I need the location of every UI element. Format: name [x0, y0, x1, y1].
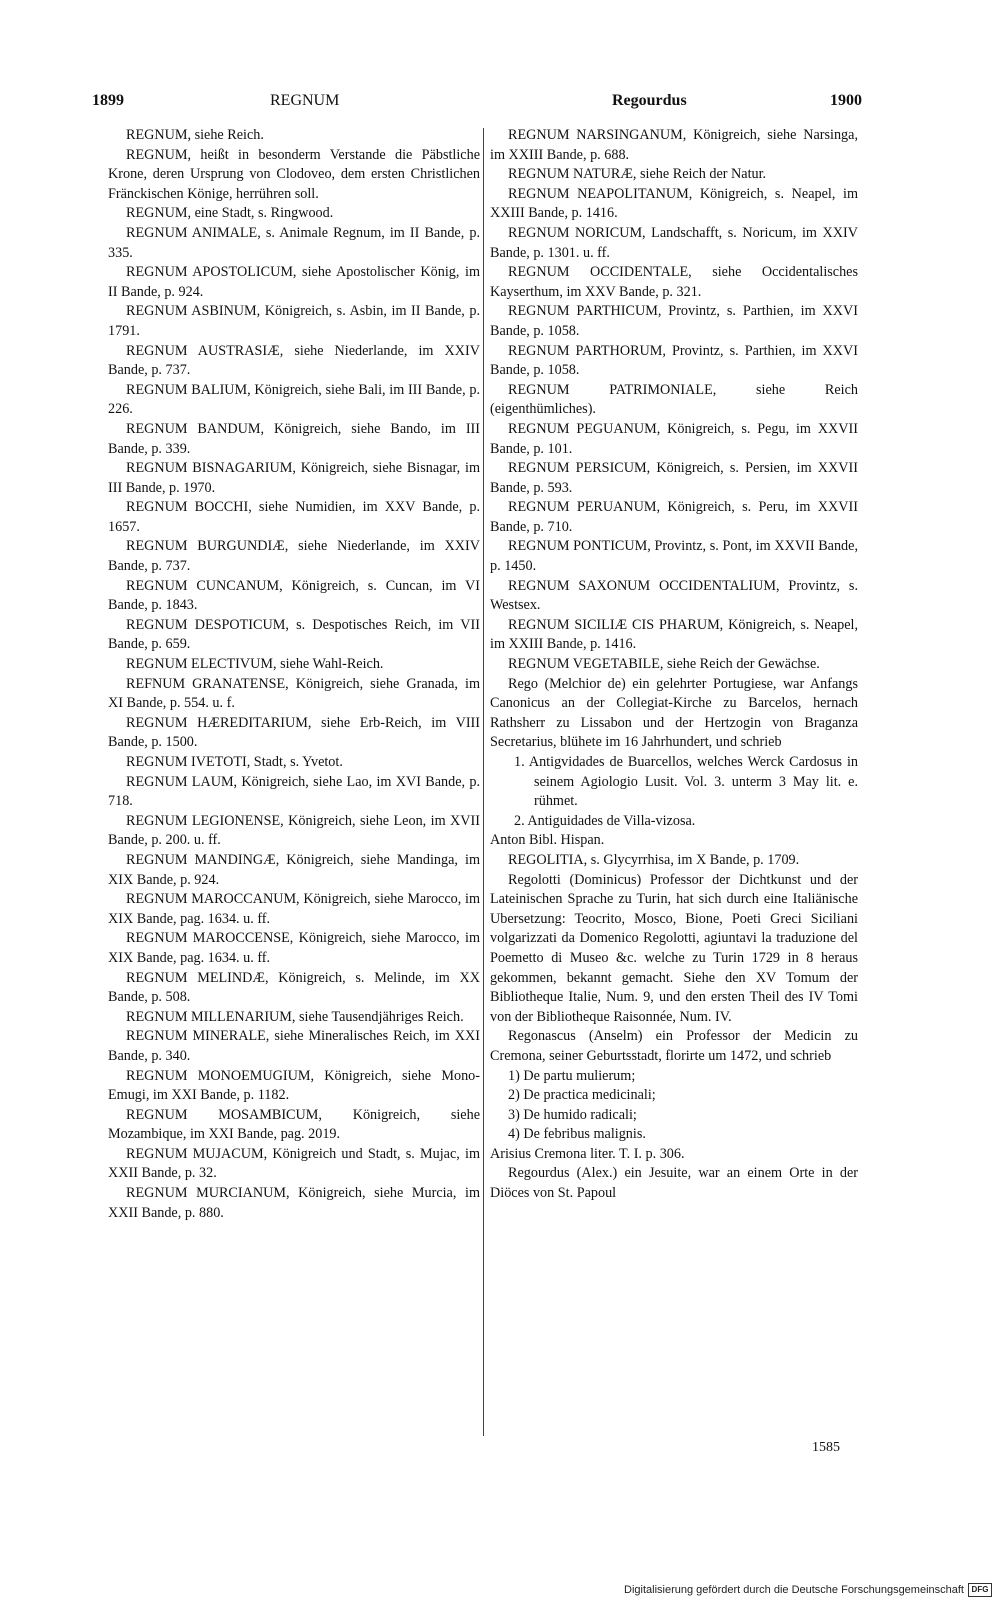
entry: Regourdus (Alex.) ein Jesuite, war an einem Orte in der Diöces von St. Papoul — [490, 1165, 858, 1202]
column-divider — [483, 128, 484, 1436]
entry: REGNUM BOCCHI, siehe Numidien, im XXV Bande, p. 1657. — [108, 499, 480, 535]
entry: REGNUM PERSICUM, Königreich, s. Persien, im XXVII Bande, p. 593. — [490, 460, 858, 496]
running-title-left: REGNUM — [270, 92, 340, 109]
entry: REGNUM HÆREDITARIUM, siehe Erb-Reich, im VIII Bande, p. 1500. — [108, 714, 480, 751]
entry: REGNUM MUJACUM, Königreich und Stadt, s. Mujac, im XXII Bande, p. 32. — [108, 1145, 480, 1182]
entry: REGNUM LAUM, Königreich, siehe Lao, im XVI Bande, p. 718. — [108, 773, 480, 810]
entry: REGNUM MINERALE, siehe Mineralisches Reich, im XXI Bande, p. 340. — [108, 1028, 480, 1064]
entry: REGNUM VEGETABILE, siehe Reich der Gewächse. — [508, 656, 820, 673]
entry: REGNUM NATURÆ, siehe Reich der Natur. — [508, 166, 767, 183]
entry: REGNUM PERUANUM, Königreich, s. Peru, im XXVII Bande, p. 710. — [490, 499, 858, 535]
footer-credit: Digitalisierung gefördert durch die Deutsche Forschungsgemeinschaft — [624, 1584, 964, 1596]
entry: REGNUM MONOEMUGIUM, Königreich, siehe Mono-Emugi, im XXI Bande, p. 1182. — [108, 1067, 480, 1104]
entry: REGNUM ASBINUM, Königreich, s. Asbin, im II Bande, p. 1791. — [108, 303, 480, 339]
work-list-item: 3) De humido radicali; — [508, 1106, 637, 1123]
entry: REGOLITIA, s. Glycyrrhisa, im X Bande, p. 1709. — [508, 851, 800, 868]
entry: REGNUM NARSINGANUM, Königreich, siehe Narsinga, im XXIII Bande, p. 688. — [490, 127, 858, 163]
entry: REFNUM GRANATENSE, Königreich, siehe Granada, im XI Bande, p. 554. u. f. — [108, 675, 480, 712]
dfg-logo-icon: DFG — [968, 1583, 992, 1597]
entry: REGNUM, siehe Reich. — [126, 127, 264, 143]
left-column — [108, 126, 480, 1223]
entry: REGNUM APOSTOLICUM, siehe Apostolischer König, im II Bande, p. 924. — [108, 264, 480, 300]
entry: REGNUM DESPOTICUM, s. Despotisches Reich, im VII Bande, p. 659. — [108, 616, 480, 653]
entry: REGNUM OCCIDENTALE, siehe Occidentalisches Kayserthum, im XXV Bande, p. 321. — [490, 264, 858, 300]
entry: Regolotti (Dominicus) Professor der Dichtkunst und der Lateinischen Sprache zu Turin, hat sich durch eine Italiänische Ubersetzung: Teocrito, Mosco, Bione, Poeti Greci Siciliani volgarizzati da Domenico Regolotti, agiuntavi la traduzione del Poemetto di Museo &c. welche zu Turin 1729 in 8 heraus gekommen, bekannt gemacht. Siehe den XV Tomum der Bibliotheque Italie, Num. 9, und den ersten Theil des IV Tomi von der Bibliotheque Raisonnée, Num. IV. — [490, 871, 858, 1025]
entry: REGNUM SAXONUM OCCIDENTALIUM, Provintz, s. Westsex. — [490, 577, 858, 614]
entry: REGNUM PARTHICUM, Provintz, s. Parthien, im XXVI Bande, p. 1058. — [490, 303, 858, 339]
entry: REGNUM SICILIÆ CIS PHARUM, Königreich, s. Neapel, im XXIII Bande, p. 1416. — [490, 616, 858, 653]
entry: REGNUM MELINDÆ, Königreich, s. Melinde, im XX Bande, p. 508. — [108, 969, 480, 1006]
entry: REGNUM, eine Stadt, s. Ringwood. — [126, 205, 334, 222]
running-title-right: Regourdus — [612, 92, 687, 109]
page-number-left: 1899 — [92, 92, 124, 109]
work-list-item: 1. Antigvidades de Buarcellos, welches Werck Cardosus in seinem Agiologio Lusit. Vol. 3. unterm 3 May lit. e. rühmet. — [514, 754, 858, 810]
entry: REGNUM ELECTIVUM, siehe Wahl-Reich. — [126, 656, 384, 673]
page-number-right: 1900 — [830, 92, 862, 109]
entry: REGNUM NEAPOLITANUM, Königreich, s. Neapel, im XXIII Bande, p. 1416. — [490, 185, 858, 222]
entry: REGNUM BURGUNDIÆ, siehe Niederlande, im XXIV Bande, p. 737. — [108, 538, 480, 575]
right-column — [490, 126, 858, 1204]
entry: REGNUM PATRIMONIALE, siehe Reich (eigenthümliches). — [490, 381, 858, 418]
entry: Arisius Cremona liter. T. I. p. 306. — [490, 1145, 685, 1162]
signature-mark: 1585 — [812, 1440, 840, 1455]
entry: REGNUM IVETOTI, Stadt, s. Yvetot. — [126, 754, 343, 770]
entry: Anton Bibl. Hispan. — [490, 832, 605, 849]
entry: REGNUM MAROCCENSE, Königreich, siehe Marocco, im XIX Bande, pag. 1634. u. ff. — [108, 930, 480, 966]
entry: REGNUM BANDUM, Königreich, siehe Bando, im III Bande, p. 339. — [108, 420, 480, 457]
entry: REGNUM BISNAGARIUM, Königreich, siehe Bisnagar, im III Bande, p. 1970. — [108, 460, 480, 496]
work-list-item: 1) De partu mulierum; — [508, 1067, 636, 1084]
entry: REGNUM MURCIANUM, Königreich, siehe Murcia, im XXII Bande, p. 880. — [108, 1185, 480, 1221]
entry: Rego (Melchior de) ein gelehrter Portugiese, war Anfangs Canonicus an der Collegiat-Kirche zu Barcelos, hernach Rathsherr zu Lissabon und der Hertzogin von Braganza Secretarius, blühete im 16 Jahrhundert, und schrieb — [490, 675, 858, 751]
entry: REGNUM AUSTRASIÆ, siehe Niederlande, im XXIV Bande, p. 737. — [108, 342, 480, 379]
entry: REGNUM CUNCANUM, Königreich, s. Cuncan, im VI Bande, p. 1843. — [108, 577, 480, 614]
entry: REGNUM MILLENARIUM, siehe Tausendjähriges Reich. — [126, 1008, 464, 1025]
work-list-item: 4) De febribus malignis. — [508, 1126, 646, 1143]
entry: REGNUM MANDINGÆ, Königreich, siehe Mandinga, im XIX Bande, p. 924. — [108, 851, 480, 888]
page-header — [92, 92, 862, 116]
entry: REGNUM PEGUANUM, Königreich, s. Pegu, im XXVII Bande, p. 101. — [490, 420, 858, 457]
entry: REGNUM MOSAMBICUM, Königreich, siehe Mozambique, im XXI Bande, pag. 2019. — [108, 1106, 480, 1143]
page-footer — [624, 1583, 992, 1597]
entry: REGNUM ANIMALE, s. Animale Regnum, im II Bande, p. 335. — [108, 224, 480, 261]
entry: Regonascus (Anselm) ein Professor der Medicin zu Cremona, seiner Geburtsstadt, florirte um 1472, und schrieb — [490, 1028, 858, 1064]
entry: REGNUM MAROCCANUM, Königreich, siehe Marocco, im XIX Bande, pag. 1634. u. ff. — [108, 891, 480, 927]
entry: REGNUM NORICUM, Landschafft, s. Noricum, im XXIV Bande, p. 1301. u. ff. — [490, 224, 858, 261]
work-list-item: 2. Antiguidades de Villa-vizosa. — [514, 812, 696, 829]
work-list-item: 2) De practica medicinali; — [508, 1087, 656, 1104]
entry: REGNUM BALIUM, Königreich, siehe Bali, im III Bande, p. 226. — [108, 381, 480, 418]
entry: REGNUM, heißt in besonderm Verstande die Päbstliche Krone, deren Ursprung von Clodoveo, dem ersten Christlichen Fränckischen Könige, herrühren soll. — [108, 146, 480, 202]
entry: REGNUM PARTHORUM, Provintz, s. Parthien, im XXVI Bande, p. 1058. — [490, 342, 858, 379]
entry: REGNUM LEGIONENSE, Königreich, siehe Leon, im XVII Bande, p. 200. u. ff. — [108, 812, 480, 849]
entry: REGNUM PONTICUM, Provintz, s. Pont, im XXVII Bande, p. 1450. — [490, 538, 858, 575]
